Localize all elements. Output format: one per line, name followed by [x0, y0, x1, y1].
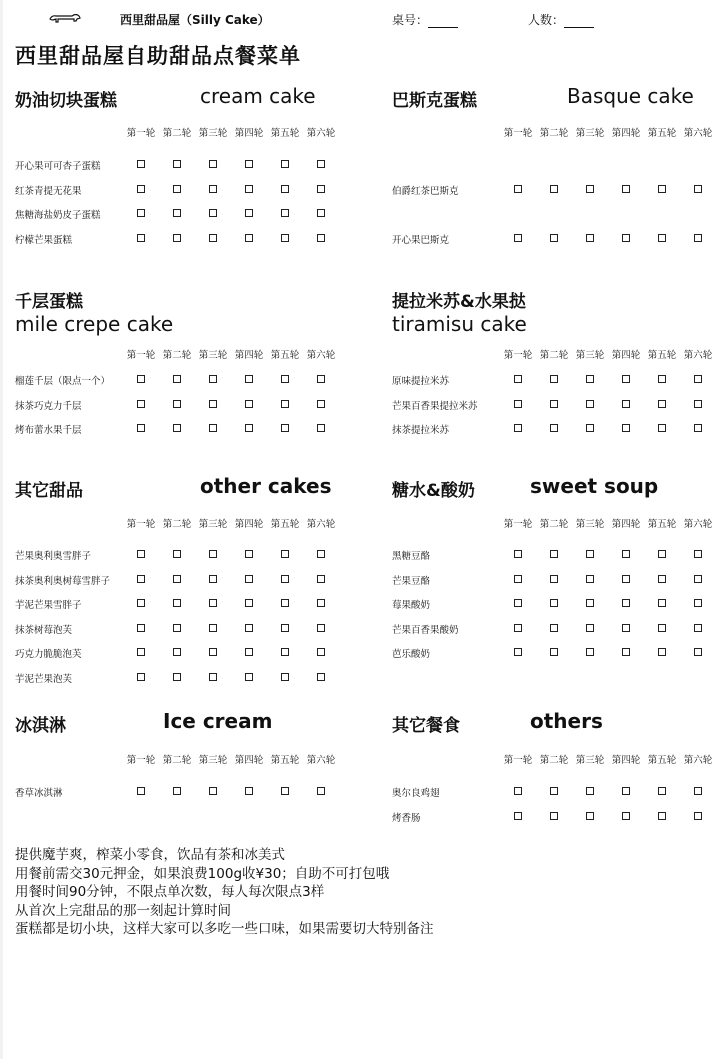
order-checkbox[interactable]	[173, 424, 181, 432]
round-label: 第二轮	[162, 519, 192, 530]
order-checkbox[interactable]	[137, 648, 145, 656]
section-title-cn: 冰淇淋	[15, 716, 66, 736]
round-label: 第三轮	[198, 350, 228, 361]
menu-item-name: 原味提拉米苏	[392, 376, 450, 387]
order-checkbox[interactable]	[209, 375, 217, 383]
order-checkbox[interactable]	[694, 599, 702, 607]
order-checkbox[interactable]	[586, 400, 594, 408]
order-checkbox[interactable]	[317, 673, 325, 681]
order-checkbox[interactable]	[694, 575, 702, 583]
round-label: 第五轮	[270, 519, 300, 530]
menu-item-row	[15, 232, 345, 246]
order-checkbox[interactable]	[658, 599, 666, 607]
order-checkbox[interactable]	[137, 185, 145, 193]
menu-item-name: 芒果奥利奥雪胖子	[15, 551, 92, 562]
order-checkbox[interactable]	[209, 787, 217, 795]
order-checkbox[interactable]	[137, 375, 145, 383]
section-title-en: other cakes	[200, 474, 332, 498]
order-checkbox[interactable]	[658, 575, 666, 583]
order-checkbox[interactable]	[694, 550, 702, 558]
people-count-label: 人数：	[528, 13, 565, 27]
menu-item-name: 芭乐酸奶	[392, 649, 431, 660]
menu-item-row	[392, 548, 720, 562]
order-checkbox[interactable]	[317, 375, 325, 383]
order-checkbox[interactable]	[658, 648, 666, 656]
dog-logo-icon	[48, 12, 82, 29]
order-checkbox[interactable]	[317, 209, 325, 217]
menu-item-name: 烤布蕾水果千层	[15, 425, 82, 436]
menu-item-name: 芒果百香果酸奶	[392, 624, 459, 636]
section-title-en: Basque cake	[567, 84, 694, 108]
round-label: 第二轮	[539, 755, 569, 766]
order-checkbox[interactable]	[694, 624, 702, 632]
note-line: 蛋糕都是切小块，这样大家可以多吃一些口味，如果需要切大特别备注	[15, 921, 434, 937]
order-checkbox[interactable]	[658, 375, 666, 383]
order-checkbox[interactable]	[550, 550, 558, 558]
order-checkbox[interactable]	[317, 424, 325, 432]
menu-item-name: 香草冰淇淋	[15, 788, 63, 799]
order-checkbox[interactable]	[173, 185, 181, 193]
menu-item-row	[15, 573, 345, 587]
order-checkbox[interactable]	[281, 673, 289, 681]
note-line: 用餐时间90分钟，不限点单次数，每人每次限点3样	[15, 884, 325, 900]
order-checkbox[interactable]	[245, 787, 253, 795]
round-label: 第三轮	[575, 128, 605, 139]
round-label: 第二轮	[539, 350, 569, 361]
round-label: 第五轮	[647, 128, 677, 139]
menu-item-name: 巧克力脆脆泡芙	[15, 649, 82, 660]
order-checkbox[interactable]	[586, 234, 594, 242]
table-number-label: 桌号：	[392, 13, 429, 27]
order-checkbox[interactable]	[137, 575, 145, 583]
order-checkbox[interactable]	[245, 599, 253, 607]
round-label: 第三轮	[198, 519, 228, 530]
order-checkbox[interactable]	[622, 400, 630, 408]
round-label: 第四轮	[611, 755, 641, 766]
order-checkbox[interactable]	[173, 209, 181, 217]
order-checkbox[interactable]	[281, 424, 289, 432]
menu-item-name: 芋泥芒果雪胖子	[15, 600, 82, 611]
order-checkbox[interactable]	[550, 424, 558, 432]
order-checkbox[interactable]	[281, 624, 289, 632]
order-checkbox[interactable]	[550, 624, 558, 632]
order-checkbox[interactable]	[586, 599, 594, 607]
round-label: 第一轮	[503, 755, 533, 766]
menu-item-row	[15, 207, 345, 221]
order-checkbox[interactable]	[281, 234, 289, 242]
order-checkbox[interactable]	[281, 787, 289, 795]
menu-item-row	[392, 183, 720, 197]
order-checkbox[interactable]	[173, 400, 181, 408]
round-label: 第二轮	[162, 128, 192, 139]
table-number-field[interactable]	[392, 11, 458, 28]
order-checkbox[interactable]	[137, 234, 145, 242]
menu-item-row	[15, 785, 345, 799]
round-label: 第六轮	[306, 128, 336, 139]
round-label: 第四轮	[611, 350, 641, 361]
order-checkbox[interactable]	[622, 812, 630, 820]
menu-item-row	[392, 398, 720, 412]
order-checkbox[interactable]	[317, 624, 325, 632]
round-label: 第四轮	[234, 519, 264, 530]
order-checkbox[interactable]	[622, 424, 630, 432]
order-checkbox[interactable]	[209, 624, 217, 632]
round-label: 第二轮	[539, 519, 569, 530]
order-checkbox[interactable]	[173, 160, 181, 168]
order-checkbox[interactable]	[514, 648, 522, 656]
round-label: 第四轮	[611, 128, 641, 139]
order-checkbox[interactable]	[550, 575, 558, 583]
order-checkbox[interactable]	[550, 648, 558, 656]
order-checkbox[interactable]	[281, 400, 289, 408]
round-label: 第六轮	[683, 128, 713, 139]
round-label: 第四轮	[234, 755, 264, 766]
order-checkbox[interactable]	[281, 550, 289, 558]
menu-item-name: 奥尔良鸡翅	[392, 788, 440, 799]
section-title-en: sweet soup	[530, 474, 659, 498]
order-checkbox[interactable]	[317, 550, 325, 558]
round-label: 第四轮	[234, 128, 264, 139]
menu-item-name: 莓果酸奶	[392, 600, 431, 611]
order-checkbox[interactable]	[245, 160, 253, 168]
round-label: 第一轮	[126, 128, 156, 139]
order-checkbox[interactable]	[173, 624, 181, 632]
order-checkbox[interactable]	[514, 550, 522, 558]
notes-block	[15, 846, 434, 939]
menu-item-row	[15, 183, 345, 197]
order-checkbox[interactable]	[281, 160, 289, 168]
order-checkbox[interactable]	[245, 400, 253, 408]
order-checkbox[interactable]	[281, 575, 289, 583]
order-checkbox[interactable]	[658, 424, 666, 432]
menu-item-name: 开心果巴斯克	[392, 234, 450, 246]
menu-item-name: 抹茶奥利奥树莓雪胖子	[15, 575, 111, 587]
order-checkbox[interactable]	[514, 424, 522, 432]
menu-item-row	[15, 622, 345, 636]
order-checkbox[interactable]	[209, 673, 217, 681]
order-checkbox[interactable]	[137, 624, 145, 632]
order-checkbox[interactable]	[173, 550, 181, 558]
section-title-cn: 千层蛋糕	[15, 292, 83, 312]
order-checkbox[interactable]	[245, 375, 253, 383]
round-label: 第三轮	[575, 350, 605, 361]
round-label: 第二轮	[162, 350, 192, 361]
order-checkbox[interactable]	[514, 185, 522, 193]
order-checkbox[interactable]	[622, 648, 630, 656]
menu-item-row	[392, 232, 720, 246]
order-checkbox[interactable]	[658, 624, 666, 632]
menu-item-name: 烤香肠	[392, 812, 421, 824]
menu-item-name: 芒果豆酪	[392, 575, 431, 587]
note-line: 用餐前需交30元押金，如果浪费100g收¥30；自助不可打包哦	[15, 865, 390, 882]
menu-item-row	[392, 785, 720, 799]
order-checkbox[interactable]	[658, 400, 666, 408]
order-checkbox[interactable]	[209, 400, 217, 408]
menu-item-row	[15, 646, 345, 660]
round-label: 第一轮	[503, 128, 533, 139]
order-checkbox[interactable]	[209, 599, 217, 607]
order-checkbox[interactable]	[209, 575, 217, 583]
section-title-cn: 提拉米苏&水果挞	[392, 292, 526, 312]
round-label: 第三轮	[198, 755, 228, 766]
round-label: 第五轮	[647, 519, 677, 530]
order-checkbox[interactable]	[658, 185, 666, 193]
order-checkbox[interactable]	[209, 160, 217, 168]
people-count-blank[interactable]	[564, 16, 594, 28]
order-checkbox[interactable]	[694, 812, 702, 820]
order-checkbox[interactable]	[245, 673, 253, 681]
menu-item-row	[15, 597, 345, 611]
order-checkbox[interactable]	[209, 424, 217, 432]
order-checkbox[interactable]	[586, 550, 594, 558]
order-checkbox[interactable]	[622, 599, 630, 607]
order-checkbox[interactable]	[514, 624, 522, 632]
round-label: 第二轮	[162, 755, 192, 766]
order-checkbox[interactable]	[137, 160, 145, 168]
section-title-en: Ice cream	[163, 709, 273, 733]
menu-item-row	[15, 422, 345, 436]
order-checkbox[interactable]	[281, 209, 289, 217]
order-checkbox[interactable]	[586, 424, 594, 432]
round-label: 第五轮	[647, 755, 677, 766]
order-checkbox[interactable]	[622, 185, 630, 193]
order-checkbox[interactable]	[317, 575, 325, 583]
order-checkbox[interactable]	[694, 375, 702, 383]
shop-name: 西里甜品屋（Silly Cake）	[120, 13, 270, 27]
round-label: 第五轮	[270, 755, 300, 766]
section-title-cn: 其它餐食	[392, 716, 460, 736]
menu-item-name: 伯爵红茶巴斯克	[392, 185, 459, 197]
order-checkbox[interactable]	[694, 234, 702, 242]
page-header	[0, 8, 720, 32]
menu-item-name: 柠檬芒果蛋糕	[15, 234, 73, 246]
round-label: 第五轮	[270, 350, 300, 361]
order-checkbox[interactable]	[173, 599, 181, 607]
menu-item-row	[392, 573, 720, 587]
order-checkbox[interactable]	[694, 787, 702, 795]
menu-item-name: 榴莲千层（限点一个）	[15, 376, 111, 387]
order-checkbox[interactable]	[173, 575, 181, 583]
order-checkbox[interactable]	[137, 599, 145, 607]
order-checkbox[interactable]	[317, 648, 325, 656]
order-checkbox[interactable]	[622, 375, 630, 383]
round-label: 第二轮	[539, 128, 569, 139]
order-checkbox[interactable]	[514, 400, 522, 408]
menu-title: 西里甜品屋自助甜品点餐菜单	[15, 44, 301, 68]
page-edge-shadow	[0, 0, 3, 1059]
order-checkbox[interactable]	[622, 787, 630, 795]
order-checkbox[interactable]	[514, 812, 522, 820]
order-checkbox[interactable]	[209, 648, 217, 656]
order-checkbox[interactable]	[281, 375, 289, 383]
order-checkbox[interactable]	[137, 400, 145, 408]
menu-item-name: 抹茶树莓泡芙	[15, 624, 73, 636]
order-checkbox[interactable]	[514, 575, 522, 583]
order-checkbox[interactable]	[137, 673, 145, 681]
note-line: 从首次上完甜品的那一刻起计算时间	[15, 902, 231, 919]
order-checkbox[interactable]	[209, 209, 217, 217]
round-label: 第一轮	[503, 350, 533, 361]
order-checkbox[interactable]	[586, 812, 594, 820]
menu-item-row	[392, 597, 720, 611]
people-count-field[interactable]	[528, 11, 594, 28]
order-checkbox[interactable]	[209, 550, 217, 558]
order-checkbox[interactable]	[514, 599, 522, 607]
order-checkbox[interactable]	[245, 624, 253, 632]
order-checkbox[interactable]	[694, 424, 702, 432]
round-label: 第一轮	[126, 519, 156, 530]
section-title-en: mile crepe cake	[15, 312, 174, 336]
order-checkbox[interactable]	[245, 648, 253, 656]
section-title-cn: 糖水&酸奶	[392, 481, 475, 501]
order-checkbox[interactable]	[317, 787, 325, 795]
order-checkbox[interactable]	[658, 787, 666, 795]
section-title-cn: 其它甜品	[15, 481, 83, 501]
round-label: 第四轮	[611, 519, 641, 530]
order-checkbox[interactable]	[550, 185, 558, 193]
order-checkbox[interactable]	[137, 787, 145, 795]
order-checkbox[interactable]	[586, 185, 594, 193]
order-checkbox[interactable]	[622, 234, 630, 242]
order-checkbox[interactable]	[550, 400, 558, 408]
order-checkbox[interactable]	[550, 599, 558, 607]
order-checkbox[interactable]	[658, 550, 666, 558]
order-checkbox[interactable]	[209, 185, 217, 193]
order-checkbox[interactable]	[137, 209, 145, 217]
menu-item-name: 焦糖海盐奶皮子蛋糕	[15, 210, 101, 221]
order-checkbox[interactable]	[550, 234, 558, 242]
order-checkbox[interactable]	[245, 424, 253, 432]
round-label: 第一轮	[503, 519, 533, 530]
menu-item-row	[392, 422, 720, 436]
order-checkbox[interactable]	[514, 234, 522, 242]
order-checkbox[interactable]	[514, 375, 522, 383]
round-label: 第一轮	[126, 350, 156, 361]
menu-item-row	[392, 646, 720, 660]
order-checkbox[interactable]	[658, 234, 666, 242]
menu-item-row	[392, 810, 720, 824]
round-label: 第六轮	[683, 350, 713, 361]
order-checkbox[interactable]	[586, 575, 594, 583]
order-checkbox[interactable]	[514, 787, 522, 795]
order-checkbox[interactable]	[658, 812, 666, 820]
section-title-cn: 奶油切块蛋糕	[15, 91, 117, 111]
order-checkbox[interactable]	[245, 550, 253, 558]
order-checkbox[interactable]	[586, 648, 594, 656]
menu-item-row	[15, 548, 345, 562]
round-label: 第五轮	[270, 128, 300, 139]
order-checkbox[interactable]	[281, 648, 289, 656]
menu-item-name: 抹茶提拉米苏	[392, 425, 450, 436]
order-checkbox[interactable]	[173, 375, 181, 383]
round-label: 第六轮	[306, 755, 336, 766]
round-label: 第四轮	[234, 350, 264, 361]
order-checkbox[interactable]	[245, 185, 253, 193]
round-label: 第六轮	[683, 519, 713, 530]
order-checkbox[interactable]	[209, 234, 217, 242]
order-checkbox[interactable]	[173, 648, 181, 656]
round-label: 第三轮	[575, 755, 605, 766]
order-checkbox[interactable]	[622, 550, 630, 558]
order-checkbox[interactable]	[317, 185, 325, 193]
section-title-en: tiramisu cake	[392, 312, 527, 336]
order-checkbox[interactable]	[694, 185, 702, 193]
order-checkbox[interactable]	[622, 575, 630, 583]
order-checkbox[interactable]	[245, 234, 253, 242]
order-checkbox[interactable]	[281, 185, 289, 193]
menu-item-name: 芒果百香果提拉米苏	[392, 400, 478, 412]
menu-item-row	[15, 373, 345, 387]
menu-item-row	[392, 622, 720, 636]
round-label: 第六轮	[683, 755, 713, 766]
order-checkbox[interactable]	[317, 234, 325, 242]
menu-item-name: 黑糖豆酪	[392, 551, 431, 562]
round-label: 第六轮	[306, 350, 336, 361]
menu-item-row	[15, 671, 345, 685]
section-title-en: others	[530, 709, 603, 733]
menu-item-name: 红茶青提无花果	[15, 185, 82, 197]
order-checkbox[interactable]	[550, 812, 558, 820]
order-checkbox[interactable]	[694, 648, 702, 656]
section-title-en: cream cake	[200, 84, 316, 108]
round-label: 第五轮	[647, 350, 677, 361]
order-checkbox[interactable]	[137, 424, 145, 432]
menu-item-name: 开心果可可杏子蛋糕	[15, 161, 101, 172]
menu-item-row	[15, 398, 345, 412]
round-label: 第一轮	[126, 755, 156, 766]
order-checkbox[interactable]	[317, 400, 325, 408]
table-number-blank[interactable]	[428, 16, 458, 28]
order-checkbox[interactable]	[622, 624, 630, 632]
menu-item-name: 抹茶巧克力千层	[15, 400, 82, 412]
order-checkbox[interactable]	[586, 375, 594, 383]
order-checkbox[interactable]	[281, 599, 289, 607]
menu-item-row	[392, 373, 720, 387]
round-label: 第三轮	[575, 519, 605, 530]
order-checkbox[interactable]	[173, 787, 181, 795]
menu-item-name: 芋泥芒果泡芙	[15, 673, 73, 685]
round-label: 第六轮	[306, 519, 336, 530]
order-checkbox[interactable]	[586, 787, 594, 795]
order-checkbox[interactable]	[317, 599, 325, 607]
order-checkbox[interactable]	[550, 375, 558, 383]
order-checkbox[interactable]	[317, 160, 325, 168]
order-checkbox[interactable]	[173, 673, 181, 681]
order-checkbox[interactable]	[245, 575, 253, 583]
order-checkbox[interactable]	[245, 209, 253, 217]
note-line: 提供魔芋爽，榨菜小零食，饮品有茶和冰美式	[15, 847, 285, 863]
order-checkbox[interactable]	[137, 550, 145, 558]
order-checkbox[interactable]	[694, 400, 702, 408]
menu-item-row	[15, 158, 345, 172]
order-checkbox[interactable]	[173, 234, 181, 242]
section-title-cn: 巴斯克蛋糕	[392, 91, 477, 111]
order-checkbox[interactable]	[550, 787, 558, 795]
order-checkbox[interactable]	[586, 624, 594, 632]
round-label: 第三轮	[198, 128, 228, 139]
